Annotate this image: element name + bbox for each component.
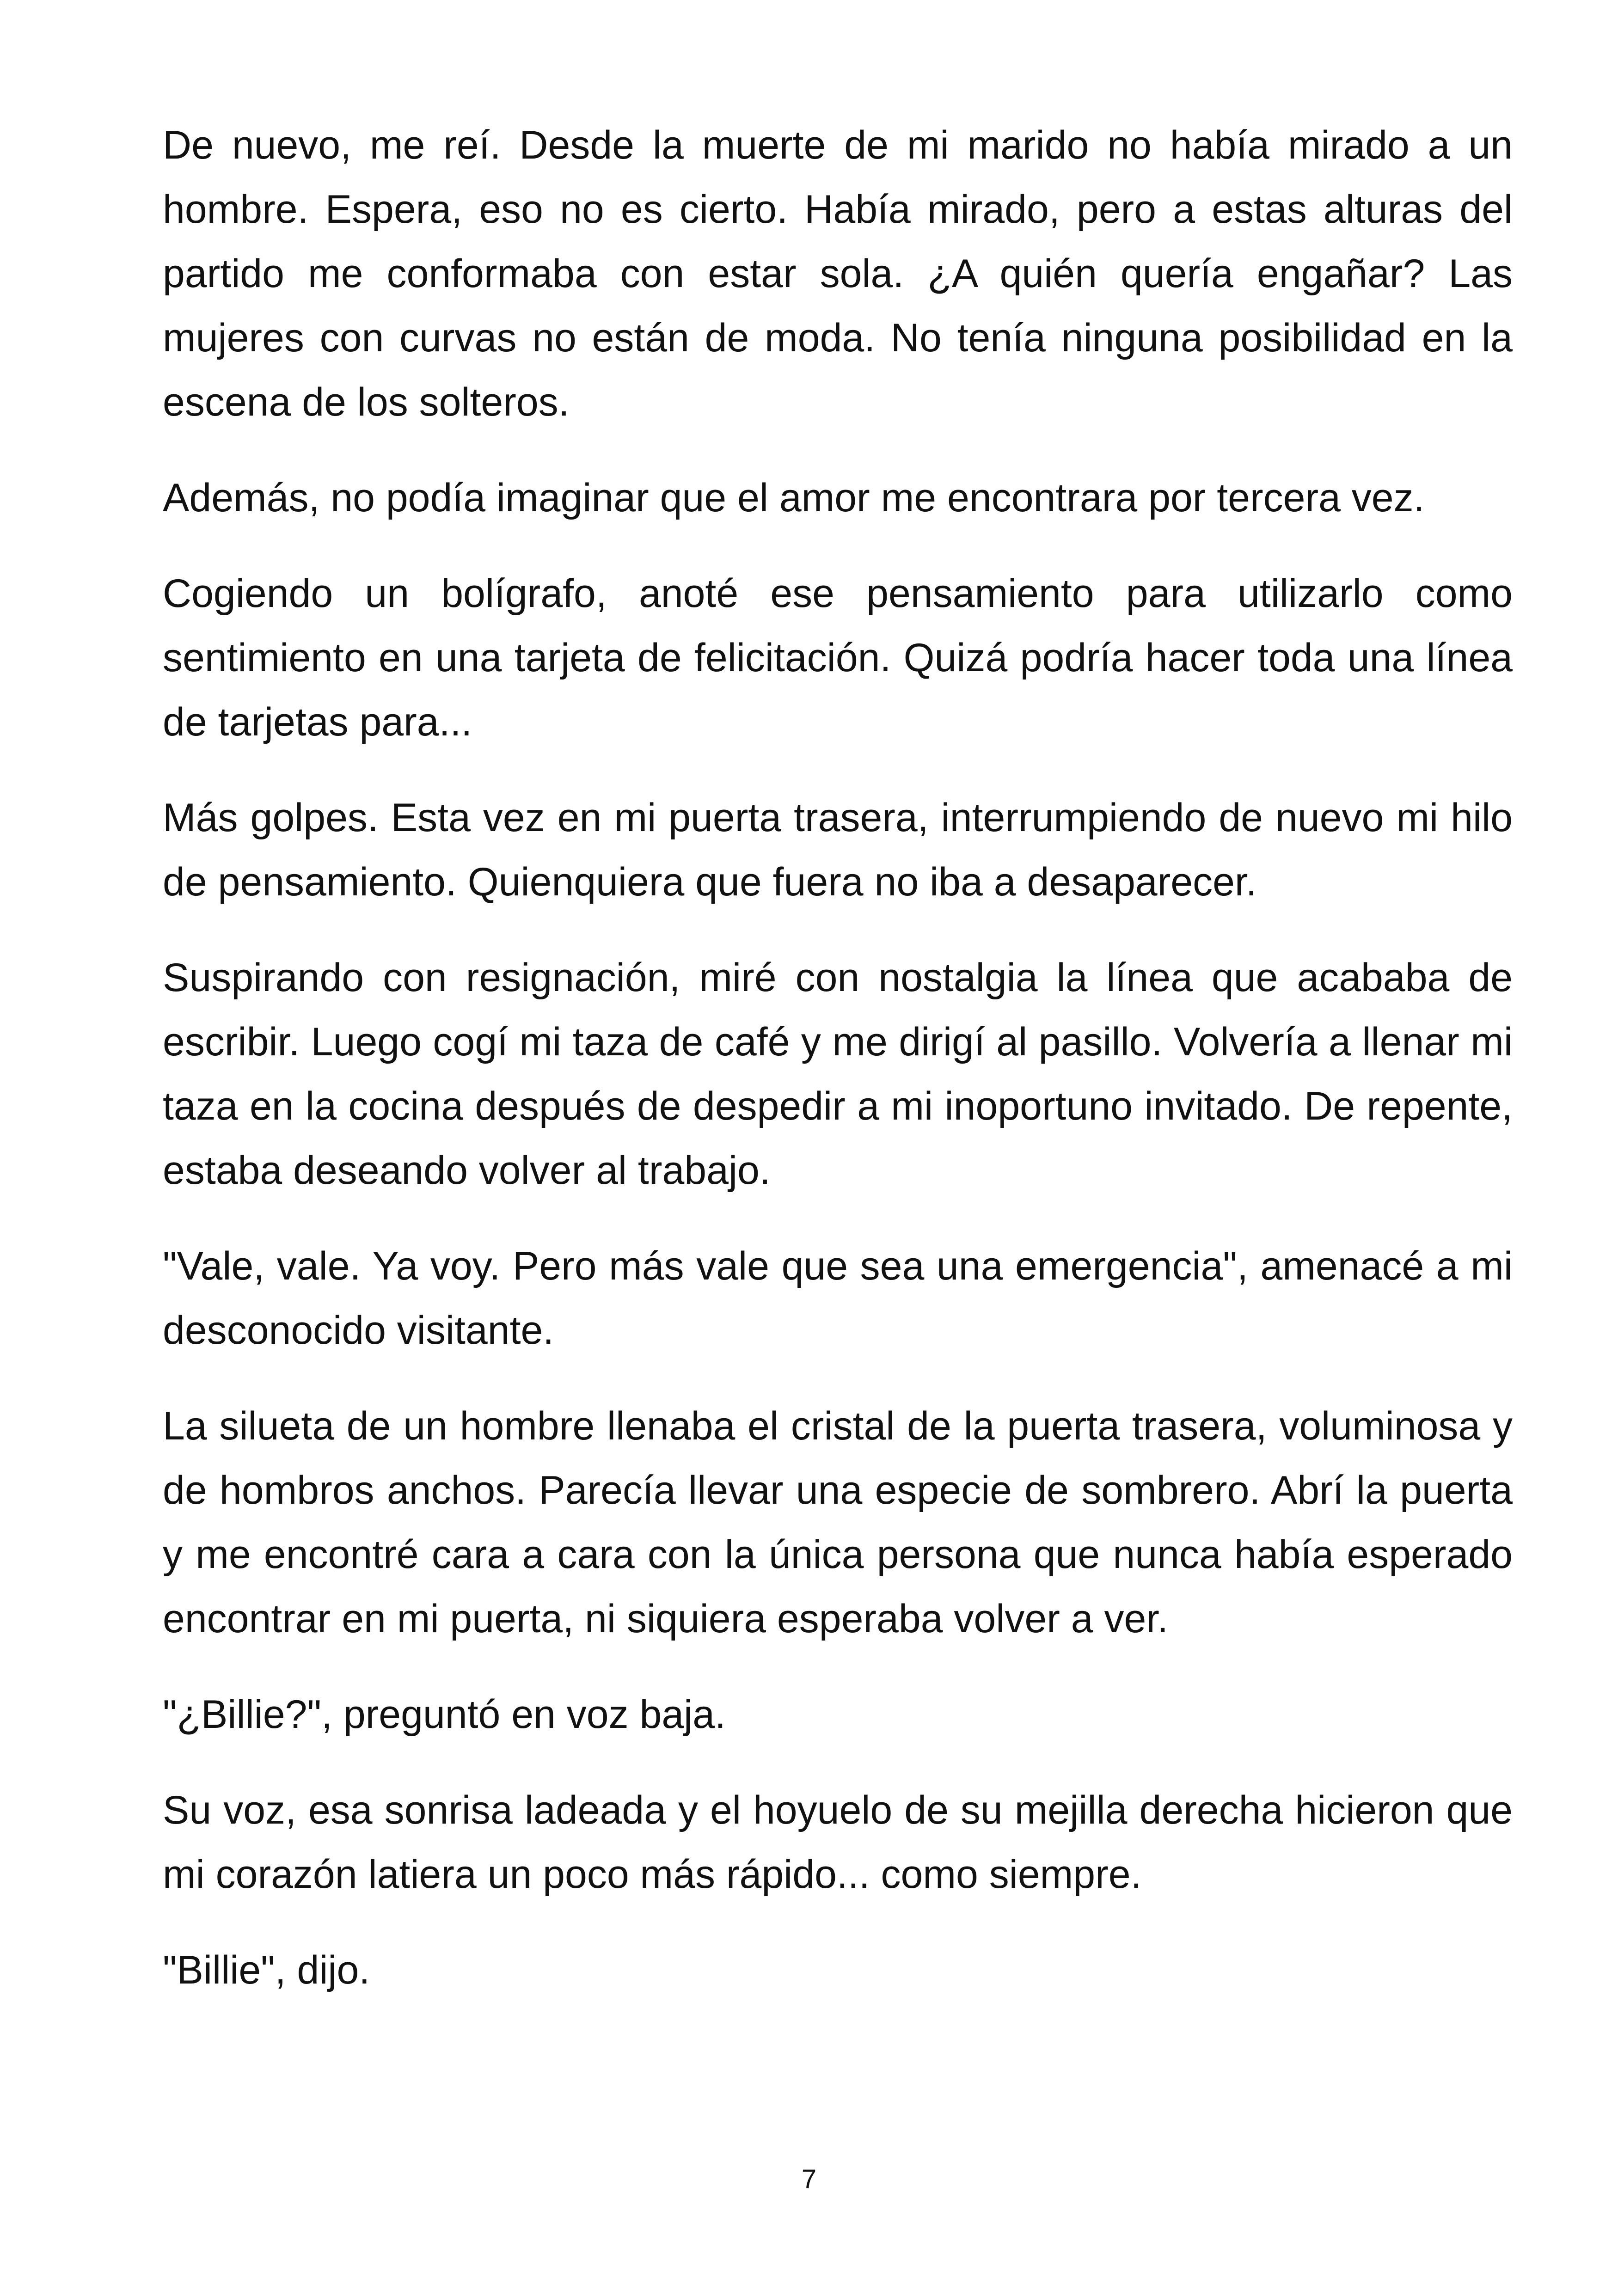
paragraph-2: Además, no podía imaginar que el amor me encontrara por tercera vez. bbox=[163, 476, 1425, 520]
paragraph-10: "Billie", dijo. bbox=[163, 1948, 370, 1992]
paragraph-7: La silueta de un hombre llenaba el cristal de la puerta trasera, voluminosa y de hombros anchos. Parecía llevar una especie de sombrero. Abrí la puerta y me encontré cara a cara con la única persona que nunca había esperado encontrar en mi puerta, ni siquiera esperaba volver a ver. bbox=[163, 1404, 1513, 1641]
paragraph-3: Cogiendo un bolígrafo, anoté ese pensamiento para utilizarlo como sentimiento en una tarjeta de felicitación. Quizá podría hacer toda una línea de tarjetas para... bbox=[163, 571, 1513, 744]
paragraph-4: Más golpes. Esta vez en mi puerta trasera, interrumpiendo de nuevo mi hilo de pensamiento. Quienquiera que fuera no iba a desaparecer. bbox=[163, 796, 1513, 904]
paragraph-6: "Vale, vale. Ya voy. Pero más vale que sea una emergencia", amenacé a mi desconocido visitante. bbox=[163, 1244, 1513, 1353]
paragraph-9: Su voz, esa sonrisa ladeada y el hoyuelo de su mejilla derecha hicieron que mi corazón latiera un poco más rápido... como siempre. bbox=[163, 1788, 1513, 1897]
page-number: 7 bbox=[801, 2164, 817, 2194]
body-text bbox=[163, 113, 1513, 2034]
paragraph-1: De nuevo, me reí. Desde la muerte de mi marido no había mirado a un hombre. Espera, eso no es cierto. Había mirado, pero a estas alturas del partido me conformaba con estar sola. ¿A quién quería engañar? Las mujeres con curvas no están de moda. No tenía ninguna posibilidad en la escena de los solteros. bbox=[163, 123, 1513, 424]
paragraph-5: Suspirando con resignación, miré con nostalgia la línea que acababa de escribir. Luego cogí mi taza de café y me dirigí al pasillo. Volvería a llenar mi taza en la cocina después de despedir a mi inoportuno invitado. De repente, estaba deseando volver al trabajo. bbox=[163, 955, 1513, 1193]
paragraph-8: "¿Billie?", preguntó en voz baja. bbox=[163, 1692, 726, 1737]
